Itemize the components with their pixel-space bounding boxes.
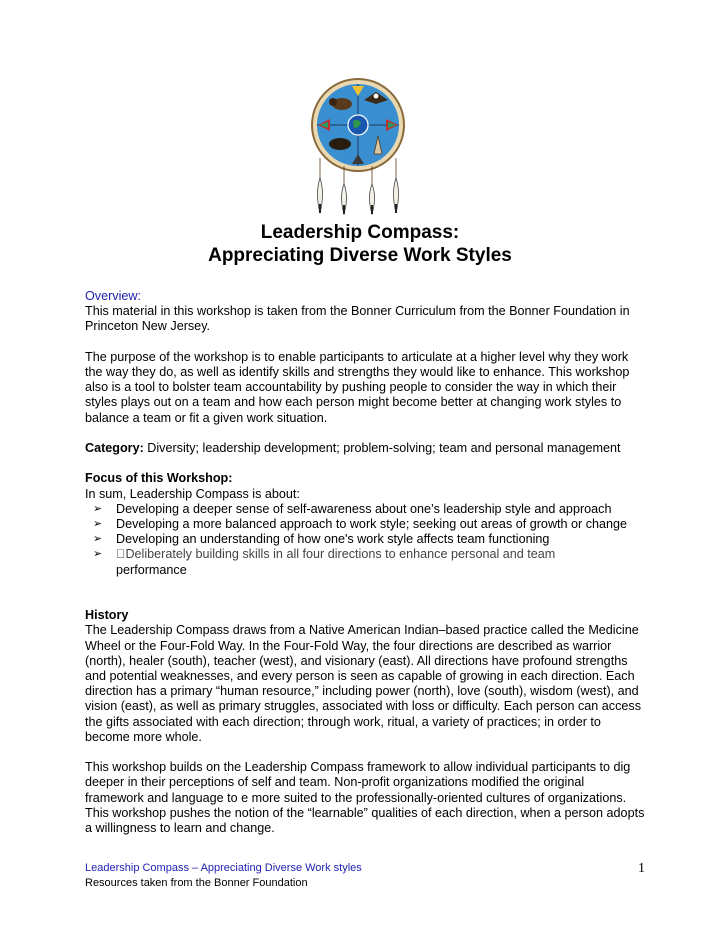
arrow-bullet-icon: ➢ — [93, 502, 103, 515]
focus-heading: Focus of this Workshop: — [85, 471, 233, 486]
category-line — [85, 441, 645, 456]
history-heading: History — [85, 608, 129, 623]
list-item — [93, 547, 645, 577]
document-title-line1: Leadership Compass: — [260, 222, 460, 243]
page-footer — [85, 861, 645, 891]
document-body — [85, 289, 645, 836]
overview-heading: Overview: — [85, 289, 141, 303]
list-item: ➢ Developing an understanding of how one's work style affects team functioning — [93, 532, 550, 547]
focus-intro: In sum, Leadership Compass is about: — [85, 486, 300, 501]
overview-paragraph: This material in this workshop is taken from the Bonner Curriculum from the Bonner Foundation in Princeton New Jersey. — [85, 304, 630, 334]
category-label: Category: — [85, 441, 144, 455]
history-paragraph: The Leadership Compass draws from a Native American Indian–based practice called the Medicine Wheel or the Four-Fold Way. In the Four-Fold Way, the four directions are described as warrior (north), healer (south), teacher (west), and visionary (east). All directions have profound strengths and potential weaknesses, and every person is seen as capable of growing in each direction. Each direction has a primary “human resource,” including power (north), love (south), wisdom (west), and vision (east), as well as primary struggles, associated with loss or difficulty. Each person can access the gifts associated with each direction; through work, ritual, a variety of practices; in order to become more whole. — [85, 623, 641, 744]
footer-source: Resources taken from the Bonner Foundation — [85, 877, 308, 889]
builds-paragraph: This workshop builds on the Leadership Compass framework to allow individual participants to dig deeper in their perceptions of self and team. Non-profit organizations modified the original framework and language to e more suited to the professionally-oriented cultures of organizations. This workshop pushes the notion of the “learnable” qualities of each direction, when a person adopts a willingness to learn and change. — [85, 760, 645, 836]
medicine-wheel-shield-icon — [306, 78, 410, 218]
purpose-paragraph: The purpose of the workshop is to enable participants to articulate at a higher level why they work the way they do, as well as identify skills and strengths they would like to enhance. This workshop also is a tool to bolster team accountability by pushing people to consider the way in which their styles plays out on a team and how each person might become better at changing work styles to balance a team or fit a given work situation. — [85, 349, 630, 425]
list-item: ➢ Developing a more balanced approach to work style; seeking out areas of growth or change — [93, 517, 628, 531]
list-item: ➢ Developing a deeper sense of self-awareness about one’s leadership style and approach — [93, 501, 612, 516]
arrow-bullet-icon: ➢ — [93, 548, 103, 561]
arrow-bullet-icon: ➢ — [93, 518, 103, 530]
arrow-bullet-icon: ➢ — [93, 533, 103, 546]
footer-title: Leadership Compass – Appreciating Diverse Work styles — [85, 862, 362, 874]
focus-item-tail: performance — [116, 562, 187, 577]
focus-item-gray: Deliberately building skills in all four directions to enhance personal and team — [116, 547, 546, 562]
document-title-line2: Appreciating Diverse Work Styles — [208, 245, 512, 266]
category-value: Diversity; leadership development; problem-solving; team and personal management — [143, 441, 621, 455]
focus-list — [85, 502, 645, 578]
page-number: 1 — [638, 861, 645, 876]
